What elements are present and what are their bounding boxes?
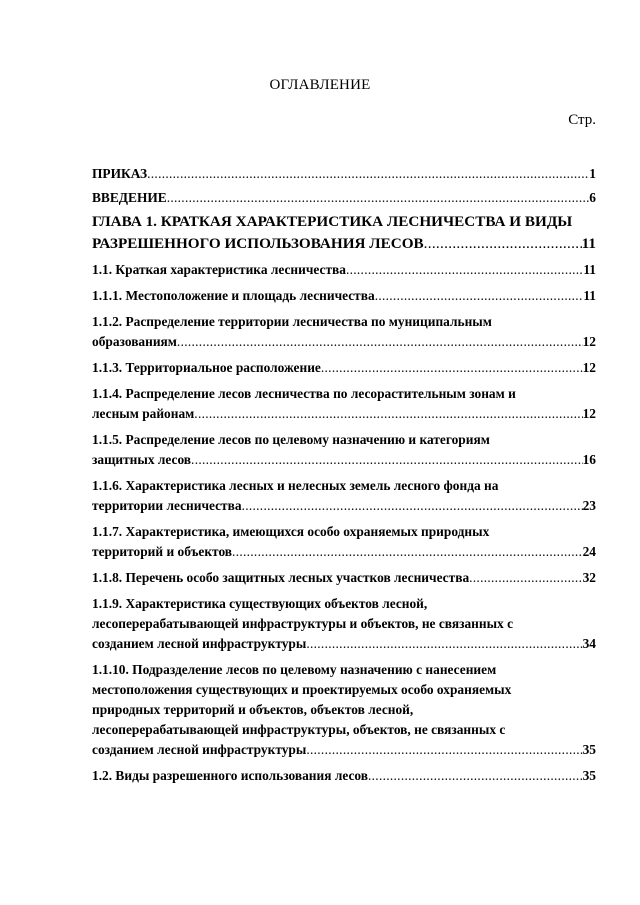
- toc-entry-title-lead: 1.1.10. Подразделение лесов по целевому назначению с нанесением местоположения существующих и проектируемых особо охраняемых природных территорий и объектов, объектов лесной, лесоперерабатывающей инфраструктуры, объектов, не связанных с: [92, 662, 512, 737]
- dot-leader: [232, 542, 583, 562]
- dot-leader: [424, 233, 582, 255]
- toc-entry-title: лесным районам: [92, 406, 195, 421]
- toc-entry-title: территорий и объектов: [92, 544, 233, 559]
- dot-leader: [167, 188, 590, 208]
- dot-leader: [306, 634, 582, 654]
- page-title: ОГЛАВЛЕНИЕ: [269, 77, 371, 93]
- toc-entry-title: созданием лесной инфраструктуры: [92, 636, 307, 651]
- toc-entry-order[interactable]: [92, 164, 596, 184]
- toc-entry-1-1-4[interactable]: [92, 384, 596, 424]
- toc-entry-title-lead: 1.1.6. Характеристика лесных и нелесных земель лесного фонда на: [92, 478, 499, 493]
- toc-entry-1-1-7[interactable]: [92, 522, 596, 562]
- toc-entry-title-lead: 1.1.7. Характеристика, имеющихся особо охраняемых природных: [92, 524, 490, 539]
- toc-entry-1-1-5[interactable]: [92, 430, 596, 470]
- toc-entry-title-lead: 1.1.5. Распределение лесов по целевому назначению и категориям: [92, 432, 490, 447]
- dot-leader: [346, 260, 583, 280]
- toc-entry-page: 12: [582, 334, 596, 349]
- toc-entry-title-lead: 1.1.2. Распределение территории лесничества по муниципальным: [92, 314, 492, 329]
- toc-entry-page: 11: [583, 288, 596, 303]
- dot-leader: [375, 286, 584, 306]
- toc-entry-1-1-9[interactable]: [92, 594, 596, 654]
- toc-entry-title-lead: 1.1.9. Характеристика существующих объектов лесной, лесоперерабатывающей инфраструктуры и объектов, не связанных с: [92, 596, 514, 631]
- toc-entry-1-1-2[interactable]: [92, 312, 596, 352]
- table-of-contents: [92, 164, 596, 786]
- dot-leader: [191, 450, 583, 470]
- toc-entry-title: ПРИКАЗ: [92, 166, 148, 181]
- toc-entry-title: ВВЕДЕНИЕ: [92, 190, 167, 205]
- toc-entry-page: 16: [582, 452, 596, 467]
- toc-entry-title-lead: 1.1.4. Распределение лесов лесничества по лесорастительным зонам и: [92, 386, 516, 401]
- toc-entry-page: 11: [583, 262, 596, 277]
- toc-entry-title: образованиям: [92, 334, 177, 349]
- dot-leader: [194, 404, 582, 424]
- toc-entry-1-1-6[interactable]: [92, 476, 596, 516]
- toc-entry-title: 1.1. Краткая характеристика лесничества: [92, 262, 346, 277]
- toc-entry-page: 6: [589, 190, 596, 205]
- toc-entry-title: 1.1.8. Перечень особо защитных лесных участков лесничества: [92, 570, 470, 585]
- toc-entry-1-1[interactable]: [92, 260, 596, 280]
- toc-entry-page: 35: [582, 768, 596, 783]
- toc-entry-title: 1.1.3. Территориальное расположение: [92, 360, 321, 375]
- dot-leader: [306, 740, 582, 760]
- toc-entry-1-2[interactable]: [92, 766, 596, 786]
- dot-leader: [321, 358, 583, 378]
- toc-entry-title: созданием лесной инфраструктуры: [92, 742, 307, 757]
- toc-entry-page: 23: [582, 498, 596, 513]
- toc-entry-title: 1.2. Виды разрешенного использования лесов: [92, 768, 368, 783]
- dot-leader: [147, 164, 589, 184]
- toc-entry-page: 24: [582, 544, 596, 559]
- toc-entry-page: 11: [581, 235, 596, 252]
- toc-entry-title: РАЗРЕШЕННОГО ИСПОЛЬЗОВАНИЯ ЛЕСОВ: [92, 235, 424, 252]
- toc-entry-page: 1: [589, 166, 596, 181]
- toc-entry-1-1-10[interactable]: [92, 660, 596, 760]
- toc-entry-title: территории лесничества: [92, 498, 242, 513]
- toc-entry-page: 35: [582, 742, 596, 757]
- dot-leader: [368, 766, 583, 786]
- page-column-label: Стр.: [568, 112, 596, 128]
- toc-entry-1-1-3[interactable]: [92, 358, 596, 378]
- toc-entry-1-1-8[interactable]: [92, 568, 596, 588]
- dot-leader: [469, 568, 582, 588]
- dot-leader: [177, 332, 583, 352]
- toc-entry-title: 1.1.1. Местоположение и площадь лесничества: [92, 288, 375, 303]
- toc-entry-page: 12: [582, 360, 596, 375]
- toc-entry-page: 12: [582, 406, 596, 421]
- toc-entry-introduction[interactable]: [92, 188, 596, 208]
- toc-entry-page: 34: [582, 636, 596, 651]
- toc-entry-1-1-1[interactable]: [92, 286, 596, 306]
- toc-entry-chapter-1[interactable]: [92, 211, 596, 255]
- toc-entry-page: 32: [582, 570, 596, 585]
- toc-entry-title-lead: ГЛАВА 1. КРАТКАЯ ХАРАКТЕРИСТИКА ЛЕСНИЧЕСТВА И ВИДЫ: [92, 213, 573, 230]
- toc-entry-title: защитных лесов: [92, 452, 192, 467]
- dot-leader: [242, 496, 583, 516]
